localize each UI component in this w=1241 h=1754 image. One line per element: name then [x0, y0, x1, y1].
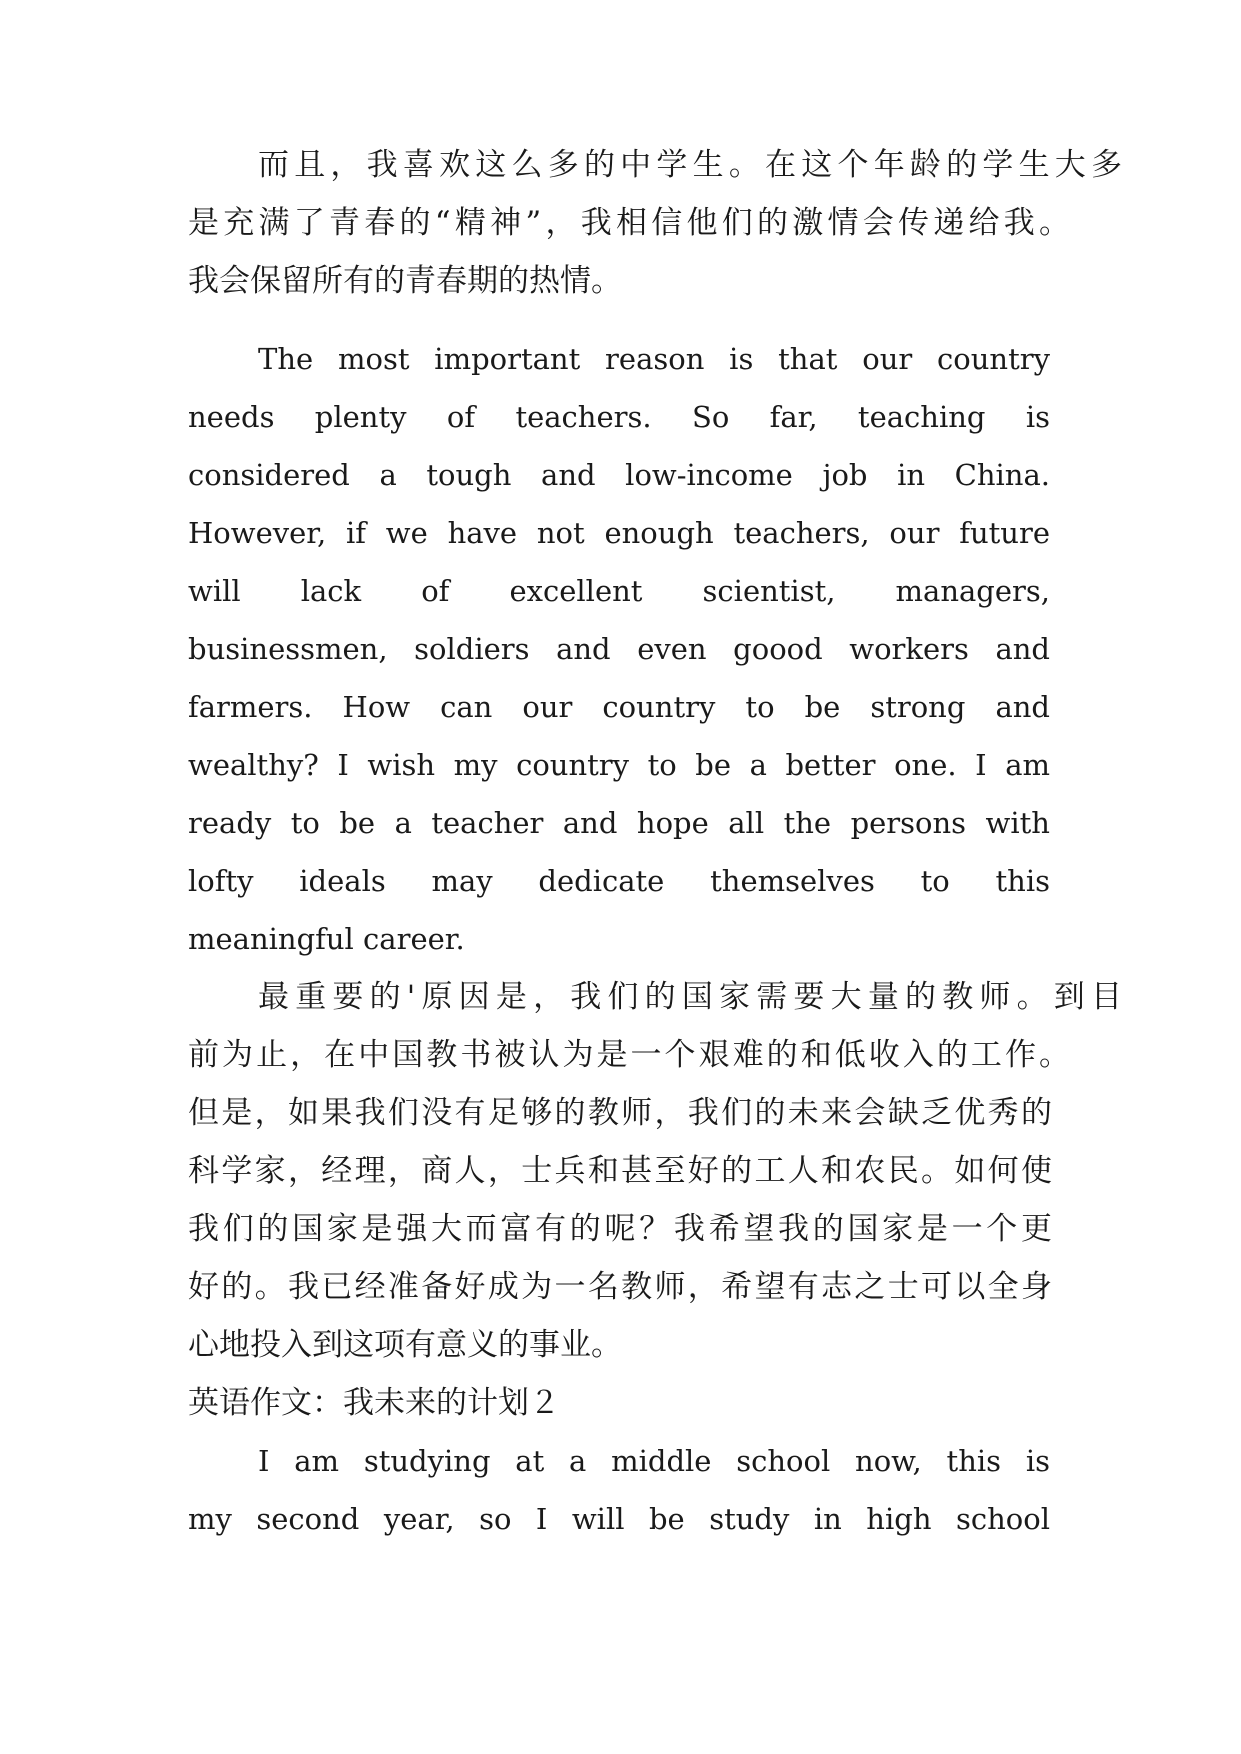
section-heading: 英语作文：我未来的计划２ — [188, 1385, 560, 1421]
text-line: 好的。我已经准备好成为一名教师，希望有志之士可以全身 — [188, 1269, 1052, 1305]
text-line: lofty ideals may dedicate themselves to this — [188, 864, 1050, 898]
text-line: 是充满了青春的“精神”，我相信他们的激情会传递给我。 — [188, 205, 1070, 241]
text-line: 最重要的'原因是，我们的国家需要大量的教师。到目 — [258, 979, 1122, 1015]
text-line: will lack of excellent scientist, managers, — [188, 574, 1050, 608]
text-line: 科学家，经理，商人，士兵和甚至好的工人和农民。如何使 — [188, 1153, 1052, 1189]
text-line: wealthy? I wish my country to be a better one. I am — [188, 748, 1050, 782]
text-line: I am studying at a middle school now, this is — [258, 1444, 1050, 1478]
text-line: considered a tough and low-income job in China. — [188, 458, 1050, 492]
text-line: my second year, so I will be study in high school — [188, 1502, 1050, 1536]
text-line: ready to be a teacher and hope all the persons with — [188, 806, 1050, 840]
text-line: 前为止，在中国教书被认为是一个艰难的和低收入的工作。 — [188, 1037, 1070, 1073]
text-line: businessmen, soldiers and even goood workers and — [188, 632, 1050, 666]
text-line: 心地投入到这项有意义的事业。 — [188, 1327, 622, 1363]
text-line: 但是，如果我们没有足够的教师，我们的未来会缺乏优秀的 — [188, 1095, 1052, 1131]
text-line: 我们的国家是强大而富有的呢？我希望我的国家是一个更 — [188, 1211, 1052, 1247]
text-line: 而且，我喜欢这么多的中学生。在这个年龄的学生大多 — [258, 147, 1122, 183]
text-line: 我会保留所有的青春期的热情。 — [188, 263, 622, 299]
text-line: needs plenty of teachers. So far, teaching is — [188, 400, 1050, 434]
text-line: The most important reason is that our country — [258, 342, 1050, 376]
text-line: However, if we have not enough teachers, our future — [188, 516, 1050, 550]
text-line: farmers. How can our country to be strong and — [188, 690, 1050, 724]
text-line: meaningful career. — [188, 922, 465, 956]
